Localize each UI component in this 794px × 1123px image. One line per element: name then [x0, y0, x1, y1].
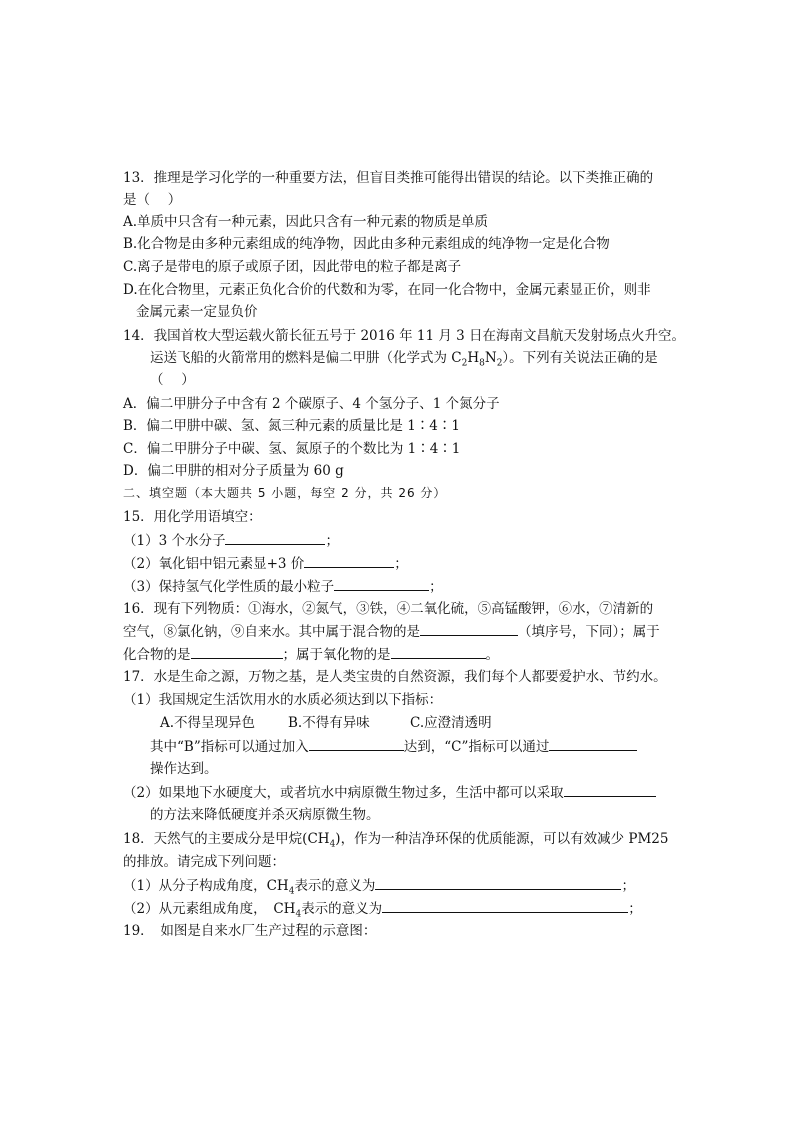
- q17-part1: （1）我国规定生活饮用水的水质必须达到以下指标：: [123, 692, 443, 708]
- answer-blank[interactable]: [191, 644, 283, 659]
- q13-stem-line2: 是（ ）​: [123, 192, 182, 208]
- section-2-heading: 二、填空题（本大题共 5 小题，每空 2 分，共 26 分）: [123, 486, 447, 500]
- q13-option-d-line1: D.在化合物里，元素正负化合价的代数和为零，在同一化合物中，金属元素显正价，则非: [123, 282, 651, 298]
- q14-option-a: A．偏二甲肼分子中含有 2 个碳原子、4 个氢分子、1 个氮分子: [123, 396, 500, 412]
- answer-blank[interactable]: [309, 736, 404, 751]
- q14-answer-bracket: （ ）: [150, 372, 195, 388]
- q16-stem-line1: 16．现有下列物质：①海水，②氮气，③铁，④二氧化硫，⑤高锰酸钾，⑥水，⑦清新的: [123, 601, 654, 617]
- q14-stem-line2: 运送飞船的火箭常用的燃料是偏二甲肼（化学式为 $C_2H_8N_2$）。下列有关说法正确的是: [150, 350, 658, 369]
- answer-blank[interactable]: [225, 530, 325, 545]
- q13-option-b: B.化合物是由多种元素组成的纯净物，因此由多种元素组成的纯净物一定是化合物: [123, 236, 610, 252]
- q18-stem-line1: 18．天然气的主要成分是甲烷$(CH_4)$，作为一种洁净环保的优质能源，可以有效减少 PM25: [123, 831, 669, 850]
- q15-part3: （3）保持氢气化学性质的最小粒子 ；: [123, 576, 443, 596]
- q17-part1-fill-end: 操作达到。: [150, 761, 218, 777]
- q14-option-c: C．偏二甲肼分子中碳、氢、氮原子的个数比为 1∶4∶1: [123, 441, 461, 457]
- answer-blank[interactable]: [564, 782, 656, 797]
- answer-blank[interactable]: [391, 644, 486, 659]
- q17-stem: 17．水是生命之源，万物之基，是人类宝贵的自然资源，我们每个人都要爱护水、节约水。: [123, 669, 667, 685]
- answer-blank[interactable]: [375, 875, 621, 890]
- q17-option-b: B.不得有异味: [288, 715, 370, 731]
- q15-stem: 15．用化学用语填空：: [123, 509, 262, 525]
- answer-blank[interactable]: [382, 898, 628, 913]
- q14-option-d: D．偏二甲肼的相对分子质量为 60 g: [123, 463, 344, 479]
- q16-stem-line2: 空气，⑧氯化钠，⑨自来水。其中属于混合物的是 （填序号，下同）；属于: [123, 621, 660, 641]
- answer-blank[interactable]: [549, 736, 637, 751]
- q17-part1-fill: 其中“B”指标可以通过加入 达到，“C”指标可以通过: [150, 736, 637, 756]
- q17-part2-line2: 的方法来降低硬度并杀灭病原微生物。: [150, 807, 380, 823]
- answer-blank[interactable]: [334, 576, 429, 591]
- q18-part1: （1）从分子构成角度，$CH_4$表示的意义为 ；: [123, 875, 635, 895]
- q14-stem-line1: 14．我国首枚大型运载火箭长征五号于 2016 年 11 月 3 日在海南文昌航天发射场点火升空。: [123, 328, 686, 344]
- answer-blank[interactable]: [304, 553, 394, 568]
- q16-stem-line3: 化合物的是 ；属于氧化物的是 。: [123, 644, 499, 664]
- q19-stem: 19． 如图是自来水厂生产过程的示意图：: [123, 923, 377, 939]
- q13-option-d-line2: 金属元素一定显负价: [136, 304, 258, 320]
- q18-stem-line2: 的排放。请完成下列问题：: [123, 854, 285, 870]
- q14-option-b: B．偏二甲肼中碳、氢、氮三种元素的质量比是 1∶4∶1: [123, 418, 460, 434]
- q18-part2: （2）从元素组成角度， $CH_4$表示的意义为 ；: [123, 898, 642, 918]
- q17-option-c: C.应澄清透明: [410, 715, 492, 731]
- q15-part1: （1）3 个水分子 ；: [123, 530, 339, 550]
- q13-option-a: A.单质中只含有一种元素，因此只含有一种元素的物质是单质: [123, 214, 489, 230]
- q13-stem-line1: 13．推理是学习化学的一种重要方法，但盲目类推可能得出错误的结论。以下类推正确的: [123, 170, 654, 186]
- q17-option-a: A.不得呈现异色: [160, 715, 256, 731]
- q15-part2: （2）氧化铝中铝元素显+3 价 ；: [123, 553, 408, 573]
- q17-part2-line1: （2）如果地下水硬度大，或者坑水中病原微生物过多，生活中都可以采取: [123, 782, 656, 802]
- q13-option-c: C.离子是带电的原子或原子团，因此带电的粒子都是离子: [123, 259, 462, 275]
- answer-blank[interactable]: [420, 621, 518, 636]
